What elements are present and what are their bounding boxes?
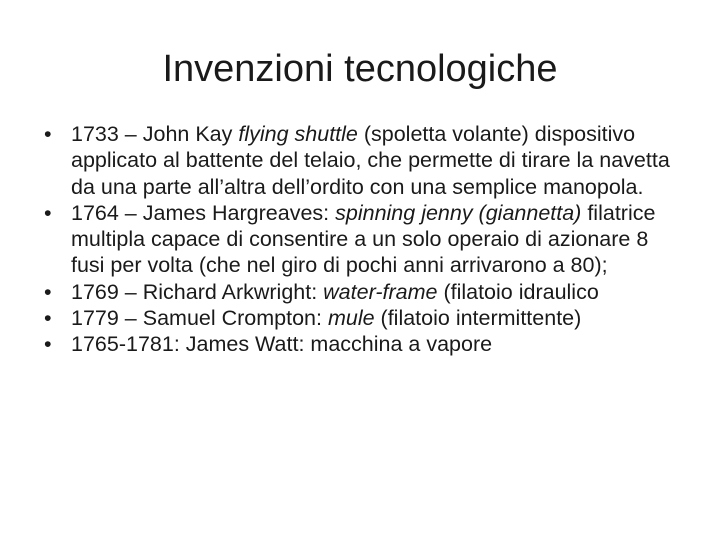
bullet-icon: • — [44, 332, 52, 357]
bullet-rest-text: (spoletta volante) dispositivo applicato al battente del telaio, che permette di tirare la navetta da una parte all’altra dell’ordito con una semplice manopola. — [71, 122, 670, 199]
bullet-lead-text: 1769 – Richard Arkwright: — [71, 279, 324, 304]
bullet-item-1764 — [44, 200, 684, 279]
bullet-lead-text: 1733 – John Kay — [71, 122, 239, 146]
bullet-item-1779 — [44, 305, 684, 331]
bullet-lead-text: 1764 – James Hargreaves: — [71, 200, 336, 225]
bullet-item-1733 — [44, 121, 684, 200]
bullet-icon: • — [44, 122, 52, 146]
bullet-italic-text: mule — [327, 306, 375, 331]
bullet-icon: • — [44, 306, 52, 331]
bullet-item-1765-1781 — [44, 331, 684, 357]
bullet-rest-text: filatrice multipla capace di consentire a un solo operaio di azionare 8 fusi per volta (che nel giro di pochi anni arrivarono a 80); — [71, 200, 656, 278]
bullet-italic-text: flying shuttle — [238, 122, 358, 146]
bullet-italic-text: spinning jenny (giannetta) — [335, 200, 582, 225]
bullet-lead-text: 1779 – Samuel Crompton: — [71, 306, 328, 331]
bullet-lead-text: 1765-1781: James Watt: macchina a vapore — [71, 332, 493, 357]
bullet-icon: • — [44, 279, 52, 304]
bullet-rest-text: (filatoio intermittente) — [374, 306, 582, 331]
bullet-italic-text: water-frame — [323, 279, 438, 304]
slide-title: Invenzioni tecnologiche — [162, 48, 558, 90]
bullet-icon: • — [44, 200, 52, 225]
bullet-list — [44, 121, 684, 358]
bullet-item-1769 — [44, 279, 684, 305]
bullet-rest-text: (filatoio idraulico — [437, 279, 599, 304]
